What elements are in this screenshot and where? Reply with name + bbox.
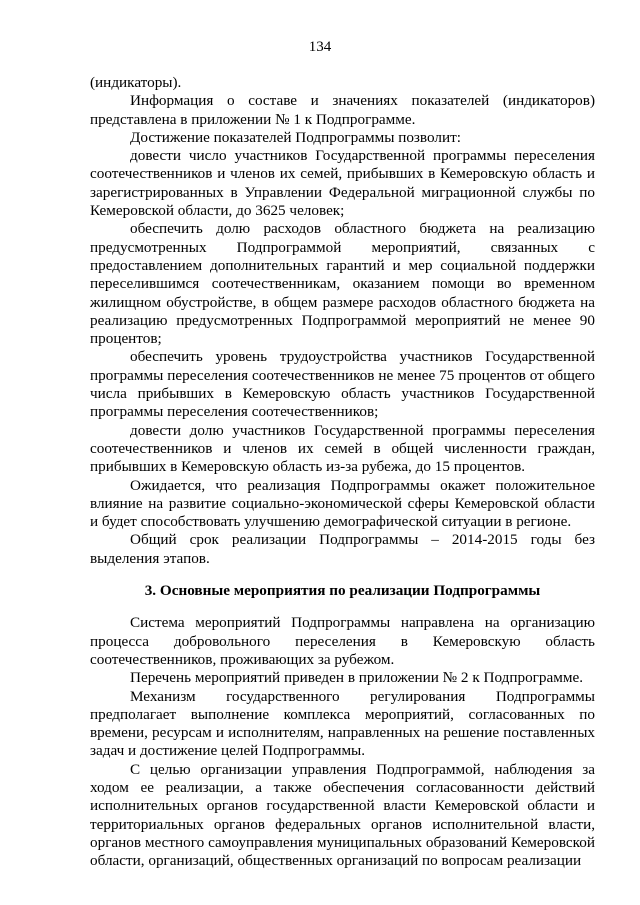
paragraphs-top [90,74,595,568]
paragraph: Достижение показателей Подпрограммы позволит: [130,128,461,146]
section-heading: 3. Основные мероприятия по реализации Подпрограммы [144,582,541,600]
paragraph: Механизм государственного регулирования Подпрограммы предполагает выполнение комплекса мероприятий, согласованных по времени, ресурсам и исполнителям, направленных на решение поставленных задач и достижение целей Подпрограммы. [90,687,595,760]
paragraph: обеспечить уровень трудоустройства участников Государственной программы переселения соотечественников не менее 75 процентов от общего числа прибывших в Кемеровскую область участников Государственной программы переселения соотечественников; [90,348,595,421]
paragraph: Перечень мероприятий приведен в приложении № 2 к Подпрограмме. [130,669,583,687]
body-text [90,74,595,870]
paragraph: (индикаторы). [90,74,182,91]
paragraph: Общий срок реализации Подпрограммы – 2014-2015 годы без выделения этапов. [90,531,595,567]
paragraph: Ожидается, что реализация Подпрограммы окажет положительное влияние на развитие социально-экономической сферы Кемеровской области и будет способствовать улучшению демографической ситуации в регионе. [90,476,595,531]
paragraph: Информация о составе и значениях показателей (индикаторов) представлена в приложении № 1 к Подпрограмме. [90,92,595,128]
page-number: 134 [308,39,332,55]
paragraph: Система мероприятий Подпрограммы направлена на организацию процесса добровольного переселения в Кемеровскую область соотечественников, проживающих за рубежом. [90,614,595,668]
paragraph: С целью организации управления Подпрограммой, наблюдения за ходом ее реализации, а также обеспечения согласованности действий исполнительных органов государственной власти Кемеровской области и территориальных органов федеральных органов исполнительной власти, органов местного самоуправления муниципальных образований Кемеровской области, организаций, общественных организаций по вопросам реализации [90,760,595,870]
paragraph: довести долю участников Государственной программы переселения соотечественников и членов их семей в общей численности граждан, прибывших в Кемеровскую область из-за рубежа, до 15 процентов. [90,421,595,476]
paragraphs-bottom [90,614,595,870]
paragraph: обеспечить долю расходов областного бюджета на реализацию предусмотренных Подпрограммой мероприятий, связанных с предоставлением дополнительных гарантий и мер социальной поддержки переселившимся соотечественникам, оказанием помощи во временном жилищном обустройстве, в общем размере расходов областного бюджета на реализацию предусмотренных Подпрограммой мероприятий не менее 90 процентов; [90,220,595,348]
paragraph: довести число участников Государственной программы переселения соотечественников и членов их семей, прибывших в Кемеровскую область и зарегистрированных в Управлении Федеральной миграционной службы по Кемеровской области, до 3625 человек; [90,147,595,220]
